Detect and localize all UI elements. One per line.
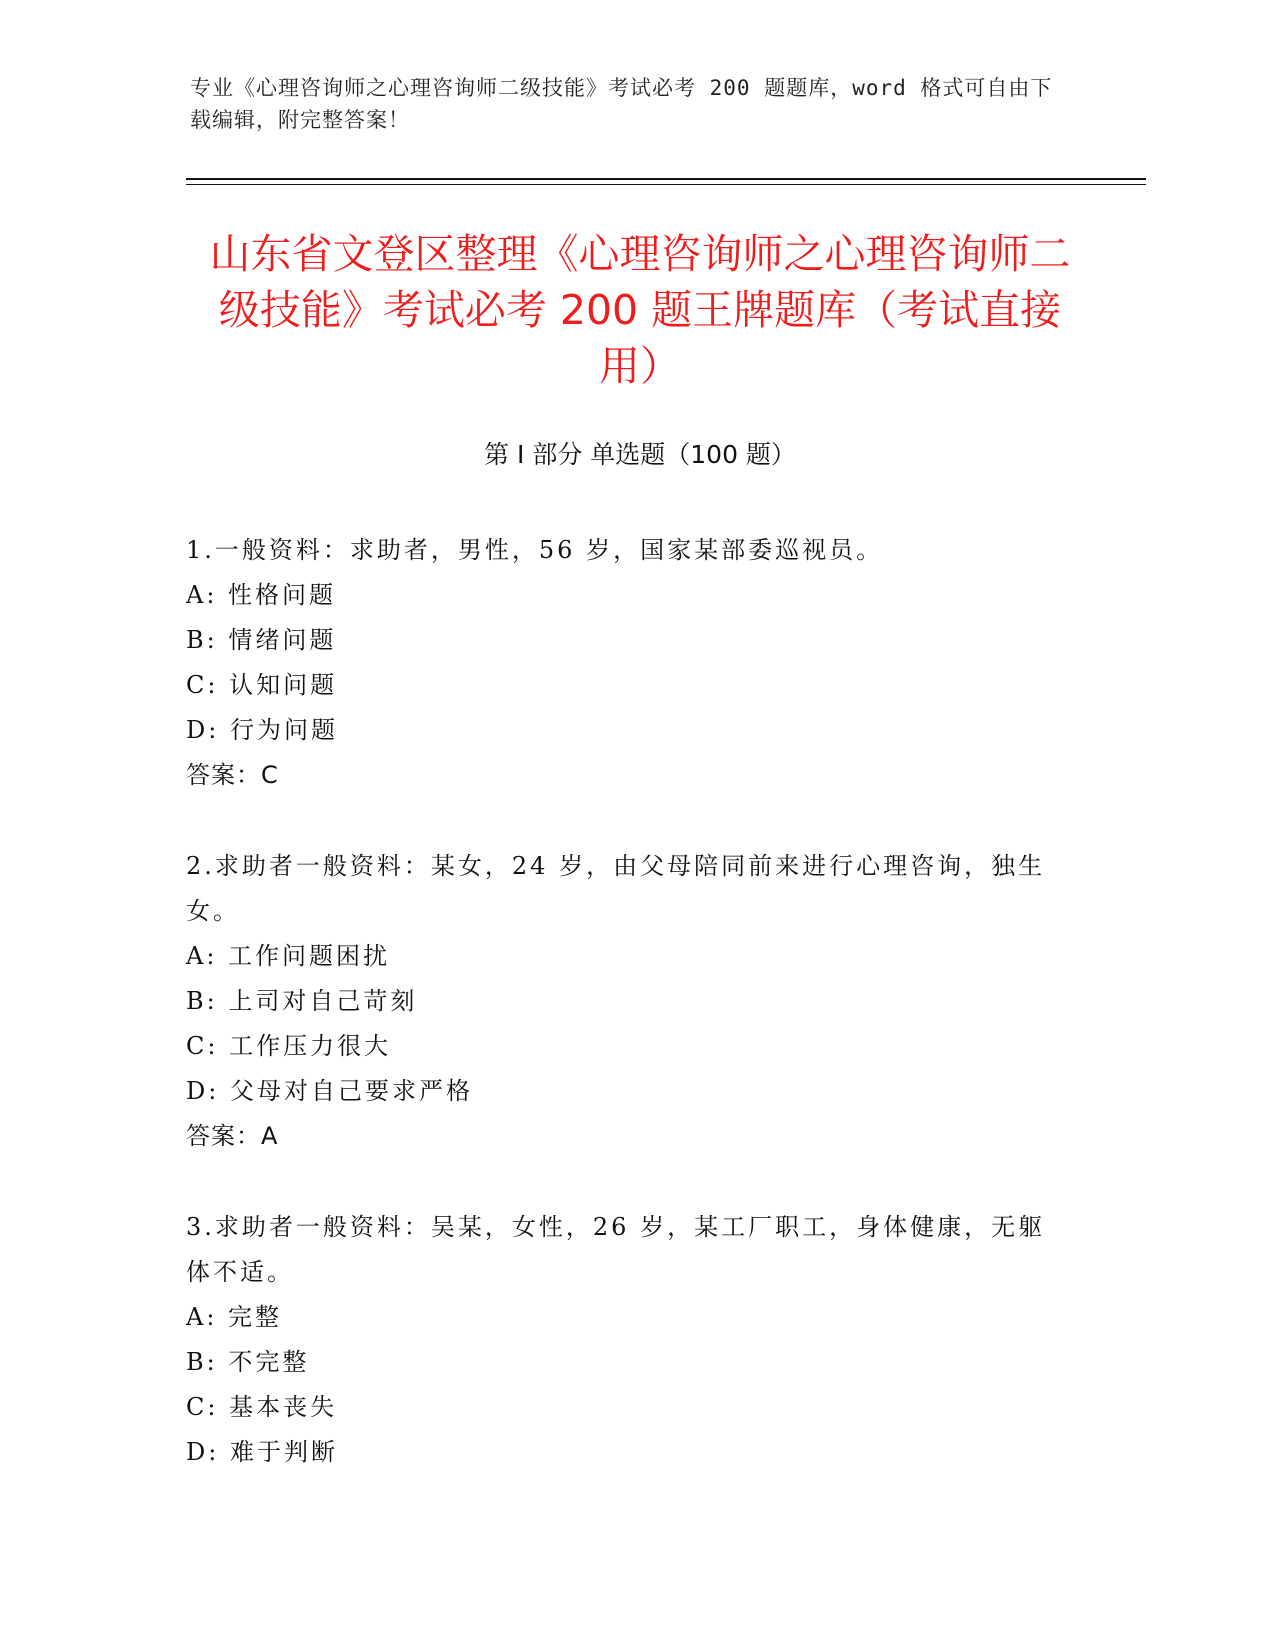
question-3 <box>186 1205 1066 1475</box>
question-stem: 3.求助者一般资料：吴某，女性，26 岁，某工厂职工，身体健康，无躯体不适。 <box>186 1213 1046 1286</box>
section-title: 第 I 部分 单选题（100 题） <box>484 440 796 469</box>
option-b: B: 情绪问题 <box>186 626 337 654</box>
answer-text: 答案：A <box>186 1122 279 1150</box>
answer-text: 答案：C <box>186 761 279 789</box>
option-c: C: 认知问题 <box>186 671 338 699</box>
option-b: B: 不完整 <box>186 1348 310 1376</box>
question-1 <box>186 528 1066 798</box>
option-c: C: 工作压力很大 <box>186 1032 392 1060</box>
option-d: D: 难于判断 <box>186 1438 338 1466</box>
question-list <box>186 528 1066 1521</box>
question-stem: 2.求助者一般资料：某女，24 岁，由父母陪同前来进行心理咨询，独生女。 <box>186 852 1046 925</box>
header-divider-thin <box>186 184 1146 185</box>
option-d: D: 行为问题 <box>186 716 338 744</box>
header-divider-thick <box>186 178 1146 180</box>
option-a: A: 工作问题困扰 <box>186 942 391 970</box>
option-a: A: 完整 <box>186 1303 283 1331</box>
question-stem: 1.一般资料：求助者，男性，56 岁，国家某部委巡视员。 <box>186 536 884 564</box>
option-d: D: 父母对自己要求严格 <box>186 1077 473 1105</box>
question-2 <box>186 844 1066 1159</box>
option-b: B: 上司对自己苛刻 <box>186 987 418 1015</box>
option-c: C: 基本丧失 <box>186 1393 338 1421</box>
option-a: A: 性格问题 <box>186 581 337 609</box>
document-title: 山东省文登区整理《心理咨询师之心理咨询师二级技能》考试必考 200 题王牌题库（考试直接用） <box>209 230 1071 390</box>
header-note: 专业《心理咨询师之心理咨询师二级技能》考试必考 200 题题库，word 格式可自由下载编辑，附完整答案！ <box>190 76 1053 132</box>
